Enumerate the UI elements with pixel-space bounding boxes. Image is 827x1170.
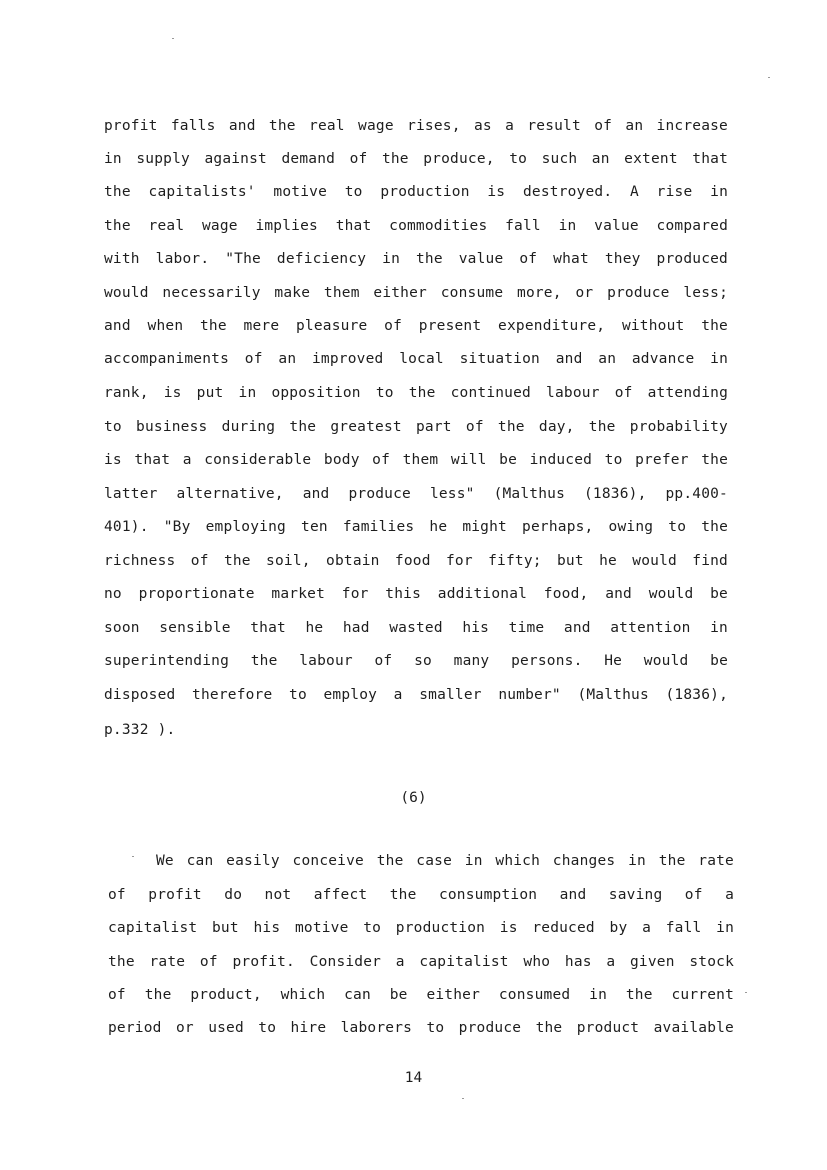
scan-speck [172, 38, 174, 39]
text-line: rank, is put in opposition to the continued labour of attending [104, 385, 728, 401]
text-line: p.332 ). [104, 722, 176, 738]
text-line: latter alternative, and produce less" (Malthus (1836), pp.400- [104, 486, 728, 502]
text-line: 401). "By employing ten families he might perhaps, owing to the [104, 519, 728, 535]
text-line: of the product, which can be either consumed in the current [108, 987, 734, 1003]
text-line: in supply against demand of the produce, to such an extent that [104, 151, 728, 167]
text-line: to business during the greatest part of the day, the probability [104, 419, 728, 435]
text-line: We can easily conceive the case in which changes in the rate [156, 853, 734, 869]
scan-speck [768, 77, 770, 78]
text-line: no proportionate market for this additional food, and would be [104, 586, 728, 602]
text-line: profit falls and the real wage rises, as a result of an increase [104, 118, 728, 134]
page-number: 14 [404, 1070, 423, 1086]
text-line: capitalist but his motive to production is reduced by a fall in [108, 920, 734, 936]
text-line: period or used to hire laborers to produce the product available [108, 1020, 734, 1036]
text-line: superintending the labour of so many persons. He would be [104, 653, 728, 669]
scan-speck [745, 992, 747, 993]
scan-speck [462, 1098, 464, 1099]
text-line: is that a considerable body of them will be induced to prefer the [104, 452, 728, 468]
section-heading: (6) [400, 790, 427, 806]
text-line: would necessarily make them either consume more, or produce less; [104, 285, 728, 301]
text-line: disposed therefore to employ a smaller number" (Malthus (1836), [104, 687, 728, 703]
text-line: and when the mere pleasure of present expenditure, without the [104, 318, 728, 334]
scan-speck [132, 856, 134, 857]
text-line: soon sensible that he had wasted his time and attention in [104, 620, 728, 636]
text-line: of profit do not affect the consumption and saving of a [108, 887, 734, 903]
text-line: the capitalists' motive to production is destroyed. A rise in [104, 184, 728, 200]
text-line: the rate of profit. Consider a capitalist who has a given stock [108, 954, 734, 970]
text-line: accompaniments of an improved local situation and an advance in [104, 351, 728, 367]
text-line: the real wage implies that commodities fall in value compared [104, 218, 728, 234]
text-line: with labor. "The deficiency in the value of what they produced [104, 251, 728, 267]
text-line: richness of the soil, obtain food for fifty; but he would find [104, 553, 728, 569]
